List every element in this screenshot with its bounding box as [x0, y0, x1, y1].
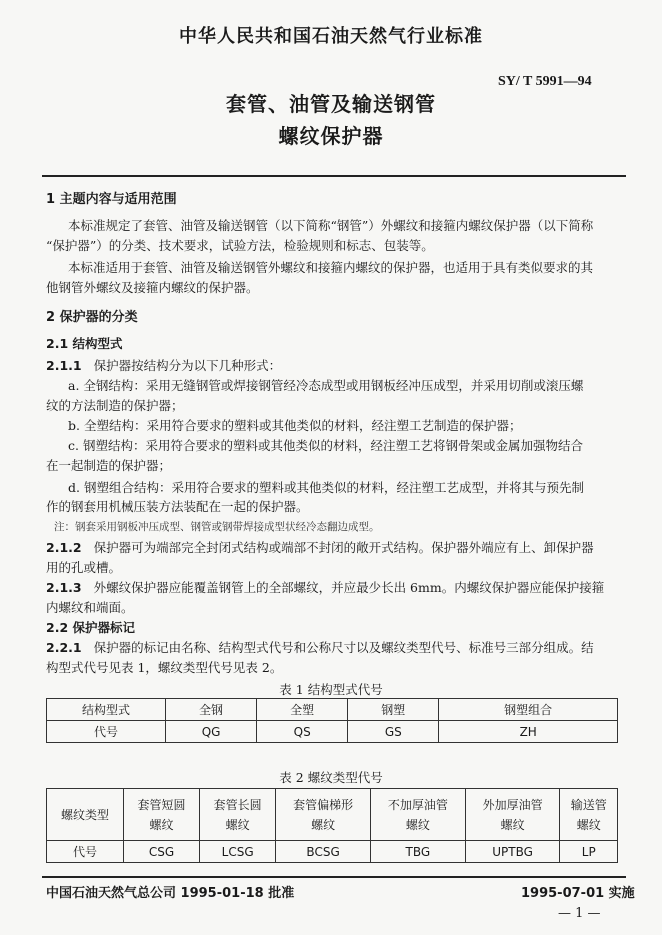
item-c-line-1: c. 钢塑结构：采用符合要求的塑料或其他类似的材料，经注塑工艺将钢骨架或金属加强物结合 — [68, 438, 583, 453]
header-line: 套管偏梯形 — [293, 797, 354, 812]
table-cell: UPTBG — [465, 841, 560, 863]
table-1-caption: 表 1 结构型式代号 — [279, 682, 383, 697]
clause-2-2-1-line-2: 构型式代号见表 1，螺纹类型代号见表 2。 — [46, 660, 283, 675]
clause-number: 2.2.1 — [46, 640, 82, 655]
table-cell — [276, 789, 371, 841]
table-cell — [560, 789, 618, 841]
header-line: 螺纹 — [500, 817, 525, 832]
item-a-line-1: a. 全钢结构：采用无缝钢管或焊接钢管经冷态成型或用钢板经冲压成型，并采用切削或滚压螺 — [68, 378, 584, 393]
table-cell: LCSG — [200, 841, 276, 863]
clause-2-1-3-line-1 — [46, 578, 604, 598]
document-title-line2: 螺纹保护器 — [278, 124, 384, 148]
table-cell: BCSG — [276, 841, 371, 863]
header-line: 螺纹 — [225, 817, 250, 832]
clause-number: 2.1.3 — [46, 580, 82, 595]
section-1-heading: 1 主题内容与适用范围 — [46, 192, 177, 207]
table-cell: 钢塑 — [348, 699, 439, 721]
header-line: 套管长圆 — [213, 797, 262, 812]
table-cell: 代号 — [47, 841, 124, 863]
table-cell: 代号 — [47, 721, 166, 743]
table-cell: LP — [560, 841, 618, 863]
clause-text: 保护器可为端部完全封闭式结构或端部不封闭的敞开式结构。保护器外端应有上、卸保护器 — [93, 540, 594, 555]
implementation-date: 1995-07-01 实施 — [521, 886, 635, 901]
table-cell: 全钢 — [166, 699, 257, 721]
table-cell: ZH — [439, 721, 618, 743]
header-line: 套管短圆 — [137, 797, 186, 812]
item-c-line-2: 在一起制造的保护器； — [46, 458, 172, 473]
table-cell — [370, 789, 465, 841]
paragraph-2-line-2: 他钢管外螺纹及接箍内螺纹的保护器。 — [46, 280, 259, 295]
clause-2-1-2-line-2: 用的孔或槽。 — [46, 560, 122, 575]
section-2-2-heading: 2.2 保护器标记 — [46, 620, 135, 635]
header-line: 外加厚油管 — [482, 797, 543, 812]
page-number: — 1 — — [558, 906, 601, 921]
paragraph-1-line-1: 本标准规定了套管、油管及输送钢管（以下简称“钢管”）外螺纹和接箍内螺纹保护器（以下简称 — [68, 218, 594, 233]
standard-number: SY/ T 5991—94 — [498, 74, 592, 89]
header-line: 螺纹 — [576, 817, 601, 832]
item-d-line-1: d. 钢塑组合结构：采用符合要求的塑料或其他类似的材料，经注塑工艺成型，并将其与预先制 — [68, 480, 584, 495]
table-cell: TBG — [370, 841, 465, 863]
table-cell: GS — [348, 721, 439, 743]
table-cell: QG — [166, 721, 257, 743]
clause-text: 保护器的标记由名称、结构型式代号和公称尺寸以及螺纹类型代号、标准号三部分组成。结 — [93, 640, 594, 655]
clause-2-1-1 — [46, 356, 281, 376]
footer-divider — [42, 876, 626, 878]
clause-2-1-2-line-1 — [46, 538, 594, 558]
clause-2-2-1-line-1 — [46, 638, 594, 658]
document-title-line1: 套管、油管及输送钢管 — [226, 92, 436, 116]
table-cell: QS — [257, 721, 348, 743]
clause-number: 2.1.2 — [46, 540, 82, 555]
paragraph-2-line-1: 本标准适用于套管、油管及输送钢管外螺纹和接箍内螺纹的保护器，也适用于具有类似要求的其 — [68, 260, 594, 275]
table-cell — [465, 789, 560, 841]
note: 注：钢套采用钢板冲压成型、钢管或钢带焊接成型状经冷态翻边成型。 — [54, 521, 380, 533]
clause-text: 外螺纹保护器应能覆盖钢管上的全部螺纹，并应最少长出 6mm。内螺纹保护器应能保护接箍 — [93, 580, 605, 595]
header-line: 螺纹 — [149, 817, 174, 832]
item-b-line-1: b. 全塑结构：采用符合要求的塑料或其他类似的材料，经注塑工艺制造的保护器； — [68, 418, 522, 433]
table-row — [47, 841, 618, 863]
section-2-1-heading: 2.1 结构型式 — [46, 336, 123, 351]
header-line: 螺纹 — [405, 817, 430, 832]
approval-line: 中国石油天然气总公司 1995-01-18 批准 — [46, 886, 295, 901]
table-cell: 钢塑组合 — [439, 699, 618, 721]
table-cell — [200, 789, 276, 841]
table-2 — [46, 788, 618, 863]
table-row — [47, 699, 618, 721]
standard-category-title: 中华人民共和国石油天然气行业标准 — [179, 26, 483, 47]
table-cell — [124, 789, 200, 841]
table-cell: 结构型式 — [47, 699, 166, 721]
header-line: 不加厚油管 — [387, 797, 448, 812]
header-line: 螺纹 — [311, 817, 336, 832]
table-2-caption: 表 2 螺纹类型代号 — [279, 770, 383, 785]
paragraph-1-line-2: “保护器”）的分类、技术要求，试验方法，检验规则和标志、包装等。 — [46, 238, 434, 253]
clause-2-1-3-line-2: 内螺纹和端面。 — [46, 600, 134, 615]
header-line: 输送管 — [570, 797, 607, 812]
table-cell: 全塑 — [257, 699, 348, 721]
item-a-line-2: 纹的方法制造的保护器； — [46, 398, 184, 413]
clause-text: 保护器按结构分为以下几种形式： — [93, 358, 282, 373]
section-2-heading: 2 保护器的分类 — [46, 310, 138, 325]
table-cell: CSG — [124, 841, 200, 863]
table-1 — [46, 698, 618, 743]
title-divider — [42, 175, 626, 177]
table-cell: 螺纹类型 — [47, 789, 124, 841]
clause-number: 2.1.1 — [46, 358, 82, 373]
table-row — [47, 789, 618, 841]
table-row — [47, 721, 618, 743]
item-d-line-2: 作的钢套用机械压装方法装配在一起的保护器。 — [46, 499, 309, 514]
